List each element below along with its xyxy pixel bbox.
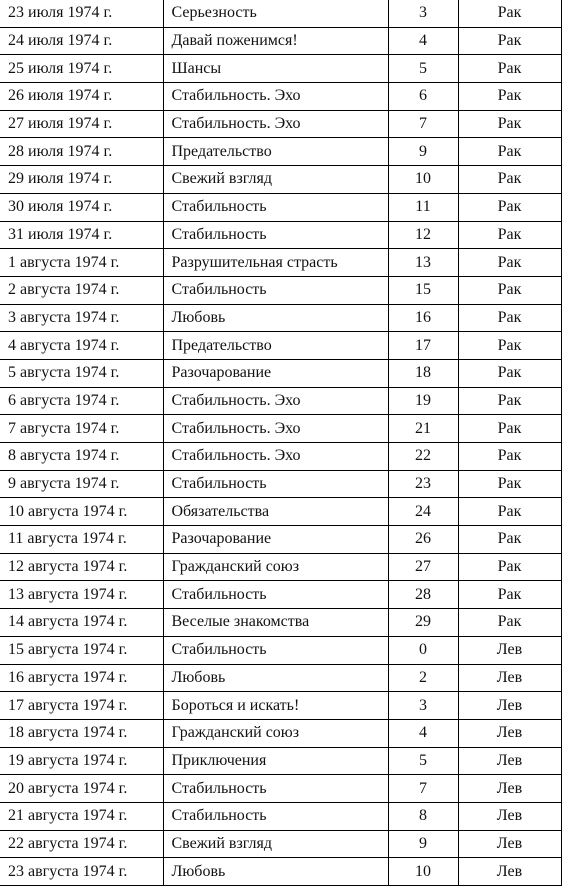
title-cell: Стабильность. Эхо xyxy=(163,83,388,111)
sign-cell: Рак xyxy=(458,359,561,387)
sign-cell: Рак xyxy=(458,166,561,194)
number-cell: 5 xyxy=(388,55,458,83)
sign-cell: Лев xyxy=(458,802,561,830)
sign-cell: Лев xyxy=(458,636,561,664)
date-cell: 20 августа 1974 г. xyxy=(0,775,163,803)
table-row xyxy=(0,0,561,27)
sign-cell: Рак xyxy=(458,553,561,581)
date-cell: 7 августа 1974 г. xyxy=(0,415,163,443)
title-cell: Стабильность xyxy=(163,221,388,249)
number-cell: 11 xyxy=(388,193,458,221)
table-row xyxy=(0,221,561,249)
number-cell: 10 xyxy=(388,858,458,886)
date-cell: 8 августа 1974 г. xyxy=(0,443,163,471)
date-cell: 21 августа 1974 г. xyxy=(0,802,163,830)
table-row xyxy=(0,526,561,554)
date-cell: 14 августа 1974 г. xyxy=(0,609,163,637)
date-cell: 29 июля 1974 г. xyxy=(0,166,163,194)
sign-cell: Рак xyxy=(458,581,561,609)
number-cell: 8 xyxy=(388,802,458,830)
sign-cell: Рак xyxy=(458,415,561,443)
date-cell: 12 августа 1974 г. xyxy=(0,553,163,581)
date-cell: 10 августа 1974 г. xyxy=(0,498,163,526)
table-row xyxy=(0,830,561,858)
date-cell: 9 августа 1974 г. xyxy=(0,470,163,498)
number-cell: 23 xyxy=(388,470,458,498)
number-cell: 3 xyxy=(388,692,458,720)
sign-cell: Рак xyxy=(458,138,561,166)
sign-cell: Рак xyxy=(458,55,561,83)
table-row xyxy=(0,470,561,498)
date-cell: 11 августа 1974 г. xyxy=(0,526,163,554)
table-row xyxy=(0,415,561,443)
number-cell: 7 xyxy=(388,775,458,803)
title-cell: Приключения xyxy=(163,747,388,775)
table-row xyxy=(0,276,561,304)
title-cell: Стабильность xyxy=(163,802,388,830)
sign-cell: Рак xyxy=(458,193,561,221)
date-cell: 24 июля 1974 г. xyxy=(0,27,163,55)
number-cell: 12 xyxy=(388,221,458,249)
number-cell: 2 xyxy=(388,664,458,692)
title-cell: Любовь xyxy=(163,304,388,332)
table-row xyxy=(0,802,561,830)
date-cell: 2 августа 1974 г. xyxy=(0,276,163,304)
title-cell: Бороться и искать! xyxy=(163,692,388,720)
table-row xyxy=(0,636,561,664)
date-cell: 25 июля 1974 г. xyxy=(0,55,163,83)
title-cell: Предательство xyxy=(163,138,388,166)
title-cell: Стабильность xyxy=(163,193,388,221)
table-row xyxy=(0,304,561,332)
sign-cell: Лев xyxy=(458,775,561,803)
number-cell: 10 xyxy=(388,166,458,194)
title-cell: Шансы xyxy=(163,55,388,83)
number-cell: 4 xyxy=(388,719,458,747)
date-cell: 26 июля 1974 г. xyxy=(0,83,163,111)
number-cell: 26 xyxy=(388,526,458,554)
number-cell: 6 xyxy=(388,83,458,111)
date-cell: 23 августа 1974 г. xyxy=(0,858,163,886)
date-cell: 22 августа 1974 г. xyxy=(0,830,163,858)
table-row xyxy=(0,193,561,221)
sign-cell: Рак xyxy=(458,0,561,27)
title-cell: Разочарование xyxy=(163,526,388,554)
table-row xyxy=(0,553,561,581)
date-cell: 5 августа 1974 г. xyxy=(0,359,163,387)
title-cell: Свежий взгляд xyxy=(163,830,388,858)
sign-cell: Рак xyxy=(458,249,561,277)
title-cell: Гражданский союз xyxy=(163,553,388,581)
date-cell: 6 августа 1974 г. xyxy=(0,387,163,415)
date-cell: 13 августа 1974 г. xyxy=(0,581,163,609)
date-cell: 16 августа 1974 г. xyxy=(0,664,163,692)
title-cell: Веселые знакомства xyxy=(163,609,388,637)
number-cell: 19 xyxy=(388,387,458,415)
number-cell: 17 xyxy=(388,332,458,360)
table-row xyxy=(0,719,561,747)
date-cell: 23 июля 1974 г. xyxy=(0,0,163,27)
title-cell: Разочарование xyxy=(163,359,388,387)
number-cell: 28 xyxy=(388,581,458,609)
sign-cell: Рак xyxy=(458,526,561,554)
sign-cell: Рак xyxy=(458,83,561,111)
number-cell: 29 xyxy=(388,609,458,637)
date-cell: 31 июля 1974 г. xyxy=(0,221,163,249)
table-row xyxy=(0,609,561,637)
date-cell: 4 августа 1974 г. xyxy=(0,332,163,360)
title-cell: Стабильность xyxy=(163,581,388,609)
table-row xyxy=(0,55,561,83)
table-row xyxy=(0,581,561,609)
title-cell: Стабильность. Эхо xyxy=(163,110,388,138)
table-row xyxy=(0,332,561,360)
number-cell: 16 xyxy=(388,304,458,332)
number-cell: 5 xyxy=(388,747,458,775)
title-cell: Стабильность xyxy=(163,775,388,803)
sign-cell: Рак xyxy=(458,110,561,138)
sign-cell: Рак xyxy=(458,387,561,415)
title-cell: Давай поженимся! xyxy=(163,27,388,55)
number-cell: 22 xyxy=(388,443,458,471)
title-cell: Серьезность xyxy=(163,0,388,27)
number-cell: 24 xyxy=(388,498,458,526)
date-cell: 17 августа 1974 г. xyxy=(0,692,163,720)
table-row xyxy=(0,692,561,720)
title-cell: Любовь xyxy=(163,664,388,692)
sign-cell: Лев xyxy=(458,858,561,886)
title-cell: Любовь xyxy=(163,858,388,886)
number-cell: 7 xyxy=(388,110,458,138)
title-cell: Предательство xyxy=(163,332,388,360)
table-row xyxy=(0,249,561,277)
sign-cell: Лев xyxy=(458,830,561,858)
table-row xyxy=(0,443,561,471)
title-cell: Стабильность xyxy=(163,636,388,664)
title-cell: Стабильность. Эхо xyxy=(163,415,388,443)
table-row xyxy=(0,138,561,166)
date-cell: 27 июля 1974 г. xyxy=(0,110,163,138)
number-cell: 15 xyxy=(388,276,458,304)
date-cell: 30 июля 1974 г. xyxy=(0,193,163,221)
sign-cell: Рак xyxy=(458,332,561,360)
sign-cell: Лев xyxy=(458,747,561,775)
table-row xyxy=(0,27,561,55)
table-row xyxy=(0,858,561,886)
number-cell: 4 xyxy=(388,27,458,55)
date-cell: 1 августа 1974 г. xyxy=(0,249,163,277)
sign-cell: Рак xyxy=(458,470,561,498)
number-cell: 9 xyxy=(388,138,458,166)
table-row xyxy=(0,166,561,194)
table-row xyxy=(0,775,561,803)
date-cell: 3 августа 1974 г. xyxy=(0,304,163,332)
table-row xyxy=(0,498,561,526)
date-cell: 15 августа 1974 г. xyxy=(0,636,163,664)
sign-cell: Лев xyxy=(458,664,561,692)
table-row xyxy=(0,359,561,387)
title-cell: Обязательства xyxy=(163,498,388,526)
sign-cell: Рак xyxy=(458,609,561,637)
sign-cell: Рак xyxy=(458,276,561,304)
date-cell: 19 августа 1974 г. xyxy=(0,747,163,775)
number-cell: 27 xyxy=(388,553,458,581)
title-cell: Стабильность. Эхо xyxy=(163,387,388,415)
table-row xyxy=(0,747,561,775)
title-cell: Стабильность xyxy=(163,276,388,304)
number-cell: 13 xyxy=(388,249,458,277)
title-cell: Разрушительная страсть xyxy=(163,249,388,277)
number-cell: 18 xyxy=(388,359,458,387)
sign-cell: Лев xyxy=(458,692,561,720)
table-row xyxy=(0,83,561,111)
sign-cell: Рак xyxy=(458,498,561,526)
date-cell: 18 августа 1974 г. xyxy=(0,719,163,747)
number-cell: 9 xyxy=(388,830,458,858)
sign-cell: Рак xyxy=(458,27,561,55)
sign-cell: Лев xyxy=(458,719,561,747)
sign-cell: Рак xyxy=(458,221,561,249)
title-cell: Свежий взгляд xyxy=(163,166,388,194)
title-cell: Гражданский союз xyxy=(163,719,388,747)
table-row xyxy=(0,387,561,415)
title-cell: Стабильность. Эхо xyxy=(163,443,388,471)
number-cell: 21 xyxy=(388,415,458,443)
title-cell: Стабильность xyxy=(163,470,388,498)
date-cell: 28 июля 1974 г. xyxy=(0,138,163,166)
sign-cell: Рак xyxy=(458,443,561,471)
number-cell: 3 xyxy=(388,0,458,27)
table-row xyxy=(0,110,561,138)
number-cell: 0 xyxy=(388,636,458,664)
table-row xyxy=(0,664,561,692)
sign-cell: Рак xyxy=(458,304,561,332)
